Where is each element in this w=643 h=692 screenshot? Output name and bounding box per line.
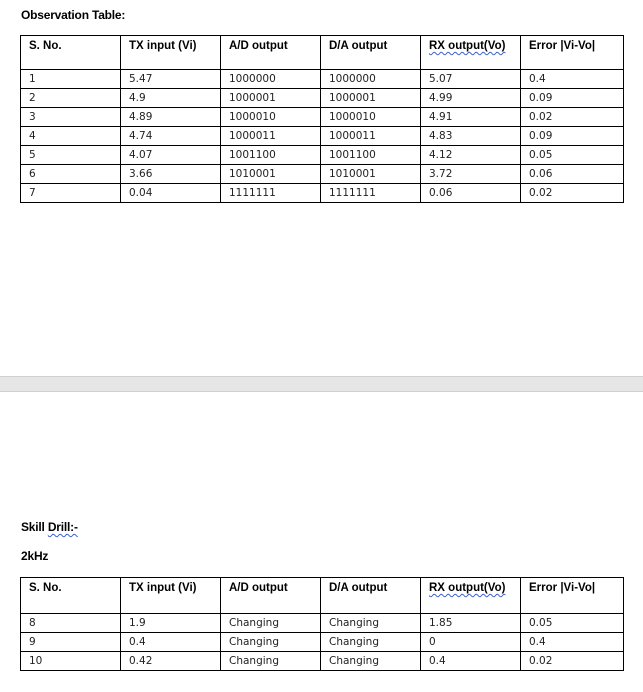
header-sno: S. No.: [21, 36, 121, 70]
cell-ad-output: 1010001: [221, 165, 321, 184]
cell-tx-input: 0.4: [121, 633, 221, 652]
cell-da-output: Changing: [321, 633, 421, 652]
table-row: [21, 146, 624, 165]
cell-ad-output: 1001100: [221, 146, 321, 165]
header-rx-output-text: RX output(Vo): [429, 582, 506, 594]
cell-tx-input: 1.9: [121, 614, 221, 633]
cell-rx-output: 5.07: [421, 70, 521, 89]
observation-table-body: [21, 70, 624, 203]
cell-ad-output: Changing: [221, 652, 321, 671]
cell-sno: 1: [21, 70, 121, 89]
cell-rx-output: 4.99: [421, 89, 521, 108]
header-rx-output: [421, 36, 521, 70]
observation-table: [20, 35, 624, 203]
header-ad-output: A/D output: [221, 36, 321, 70]
table-row: [21, 127, 624, 146]
cell-ad-output: 1000010: [221, 108, 321, 127]
table-row: [21, 70, 624, 89]
header-da-output: D/A output: [321, 578, 421, 614]
cell-sno: 4: [21, 127, 121, 146]
cell-ad-output: 1000000: [221, 70, 321, 89]
page-break: [0, 376, 643, 392]
header-tx-input: TX input (Vi): [121, 36, 221, 70]
skill-drill-title: [21, 520, 78, 534]
cell-da-output: 1001100: [321, 146, 421, 165]
table-row: [21, 108, 624, 127]
table-row: [21, 614, 624, 633]
cell-rx-output: 1.85: [421, 614, 521, 633]
cell-rx-output: 4.91: [421, 108, 521, 127]
cell-rx-output: 0.06: [421, 184, 521, 203]
cell-sno: 8: [21, 614, 121, 633]
header-tx-input: TX input (Vi): [121, 578, 221, 614]
cell-tx-input: 4.74: [121, 127, 221, 146]
cell-error: 0.02: [521, 184, 624, 203]
table-row: [21, 184, 624, 203]
cell-sno: 5: [21, 146, 121, 165]
cell-da-output: 1111111: [321, 184, 421, 203]
header-rx-output-text: RX output(Vo): [429, 40, 506, 52]
skill-drill-table-body: [21, 614, 624, 671]
cell-sno: 6: [21, 165, 121, 184]
header-ad-output: A/D output: [221, 578, 321, 614]
header-rx-output: [421, 578, 521, 614]
header-da-output: D/A output: [321, 36, 421, 70]
cell-ad-output: 1000011: [221, 127, 321, 146]
cell-sno: 3: [21, 108, 121, 127]
cell-tx-input: 0.42: [121, 652, 221, 671]
observation-table-title: Observation Table:: [21, 8, 126, 22]
cell-tx-input: 4.89: [121, 108, 221, 127]
cell-rx-output: 4.12: [421, 146, 521, 165]
cell-da-output: 1000010: [321, 108, 421, 127]
skill-drill-table: [20, 577, 624, 671]
cell-rx-output: 3.72: [421, 165, 521, 184]
cell-error: 0.09: [521, 127, 624, 146]
cell-da-output: 1010001: [321, 165, 421, 184]
cell-sno: 7: [21, 184, 121, 203]
cell-tx-input: 0.04: [121, 184, 221, 203]
cell-tx-input: 3.66: [121, 165, 221, 184]
cell-ad-output: Changing: [221, 614, 321, 633]
table-header-row: [21, 36, 624, 70]
cell-sno: 9: [21, 633, 121, 652]
frequency-label: 2kHz: [21, 549, 49, 563]
skill-drill-title-text: Skill Drill:-: [21, 520, 78, 534]
table-row: [21, 652, 624, 671]
table-row: [21, 165, 624, 184]
cell-ad-output: 1111111: [221, 184, 321, 203]
cell-error: 0.4: [521, 70, 624, 89]
cell-error: 0.05: [521, 614, 624, 633]
cell-rx-output: 0: [421, 633, 521, 652]
table-header-row: [21, 578, 624, 614]
cell-rx-output: 0.4: [421, 652, 521, 671]
cell-error: 0.02: [521, 652, 624, 671]
cell-error: 0.02: [521, 108, 624, 127]
table-row: [21, 89, 624, 108]
cell-sno: 2: [21, 89, 121, 108]
cell-da-output: 1000011: [321, 127, 421, 146]
cell-error: 0.05: [521, 146, 624, 165]
cell-error: 0.4: [521, 633, 624, 652]
cell-error: 0.06: [521, 165, 624, 184]
cell-da-output: Changing: [321, 614, 421, 633]
cell-error: 0.09: [521, 89, 624, 108]
cell-ad-output: 1000001: [221, 89, 321, 108]
header-error: Error |Vi-Vo|: [521, 578, 624, 614]
cell-ad-output: Changing: [221, 633, 321, 652]
cell-da-output: 1000000: [321, 70, 421, 89]
cell-tx-input: 4.07: [121, 146, 221, 165]
cell-rx-output: 4.83: [421, 127, 521, 146]
header-sno: S. No.: [21, 578, 121, 614]
table-row: [21, 633, 624, 652]
cell-da-output: 1000001: [321, 89, 421, 108]
cell-sno: 10: [21, 652, 121, 671]
cell-tx-input: 4.9: [121, 89, 221, 108]
cell-da-output: Changing: [321, 652, 421, 671]
cell-tx-input: 5.47: [121, 70, 221, 89]
header-error: Error |Vi-Vo|: [521, 36, 624, 70]
document-page-2: [0, 392, 643, 692]
